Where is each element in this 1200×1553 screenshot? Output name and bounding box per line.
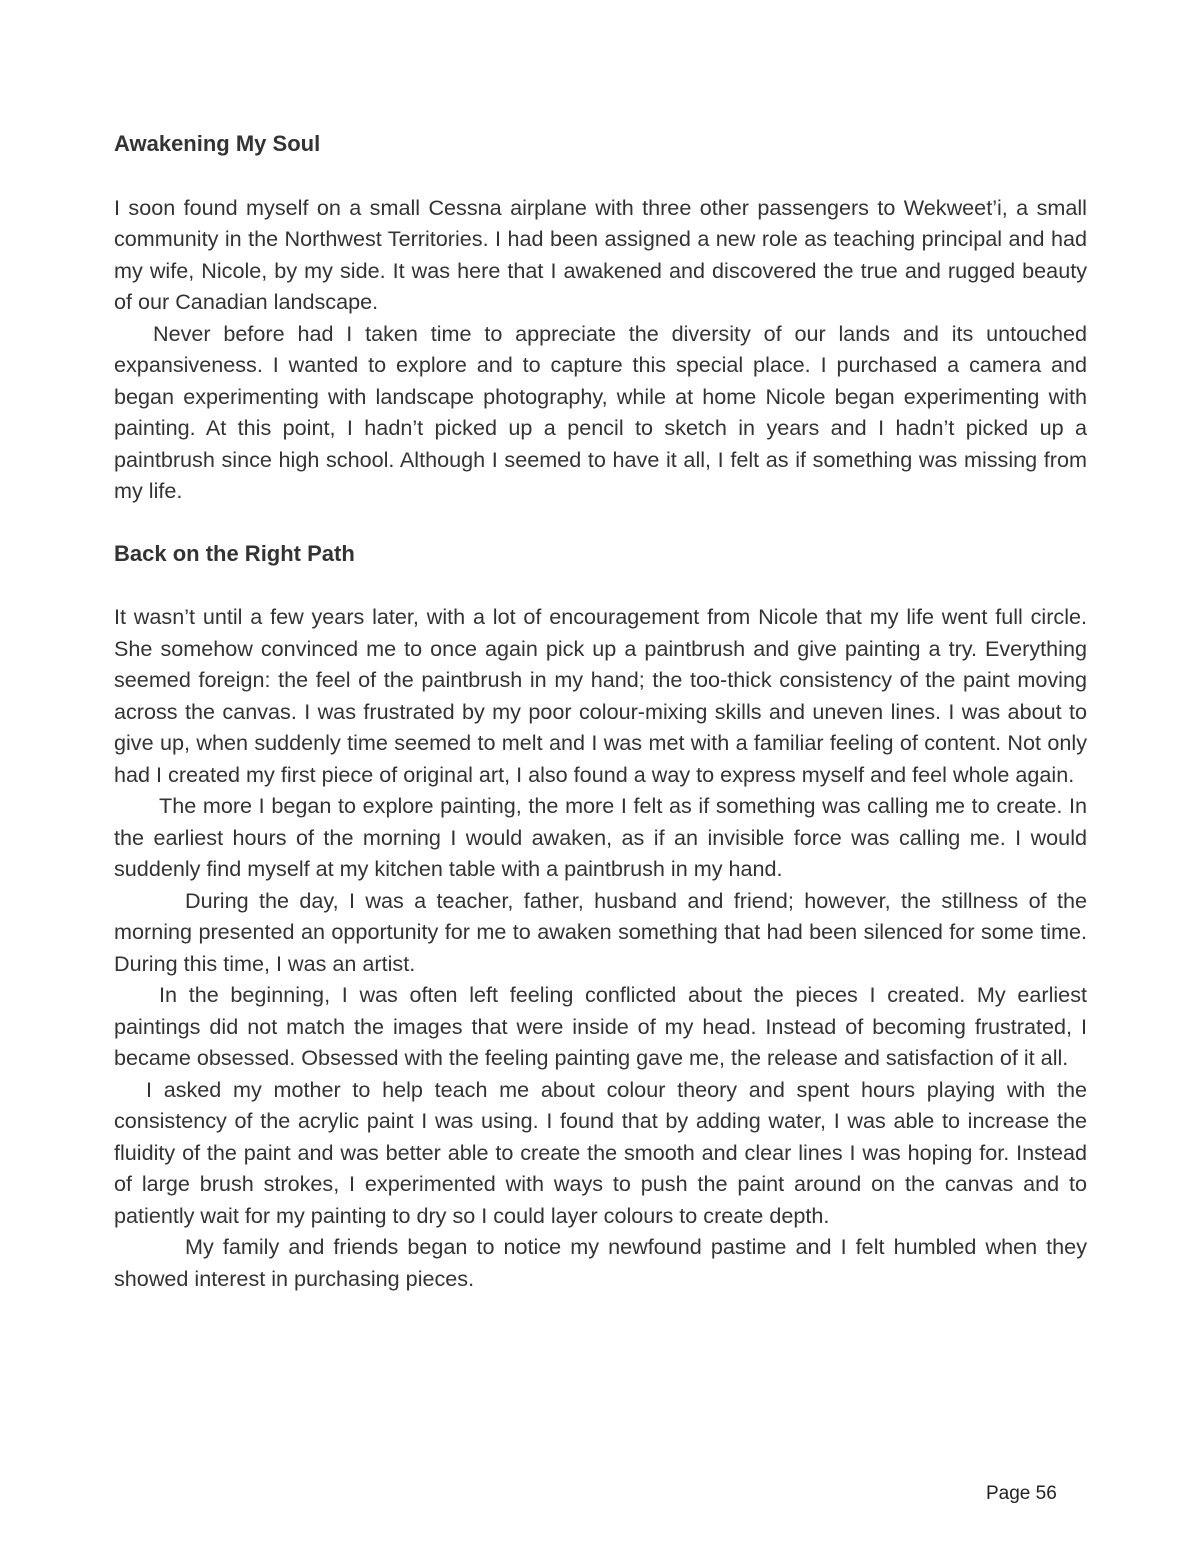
body-paragraph: My family and friends began to notice my newfound pastime and I felt humbled when they showed interest in purchasing pieces. (114, 1234, 1087, 1291)
body-paragraph: Never before had I taken time to appreciate the diversity of our lands and its untouched expansiveness. I wanted to explore and to capture this special place. I purchased a camera and began experimenting with landscape photography, while at home Nicole began experimenting with painting. At this point, I hadn’t picked up a pencil to sketch in years and I hadn’t picked up a paintbrush since high school. Although I seemed to have it all, I felt as if something was missing from my life. (114, 320, 1087, 503)
body-paragraph: I asked my mother to help teach me about colour theory and spent hours playing with the consistency of the acrylic paint I was using. I found that by adding water, I was able to increase the fluidity of the paint and was better able to create the smooth and clear lines I was hoping for. Instead of large brush strokes, I experimented with ways to push the paint around on the canvas and to patiently wait for my painting to dry so I could layer colours to create depth. (114, 1076, 1087, 1228)
page-body (114, 128, 1087, 1294)
body-paragraph: I soon found myself on a small Cessna airplane with three other passengers to Wekweet’i, a small community in the Northwest Territories. I had been assigned a new role as teaching principal and had my wife, Nicole, by my side. It was here that I awakened and discovered the true and rugged beauty of our Canadian landscape. (114, 194, 1087, 314)
page-number: Page 56 (986, 1483, 1057, 1504)
body-paragraph: It wasn’t until a few years later, with a lot of encouragement from Nicole that my life went full circle. She somehow convinced me to once again pick up a paintbrush and give painting a try. Everything seemed foreign: the feel of the paintbrush in my hand; the too-thick consistency of the paint moving across the canvas. I was frustrated by my poor colour-mixing skills and uneven lines. I was about to give up, when suddenly time seemed to melt and I was met with a familiar feeling of content. Not only had I created my first piece of original art, I also found a way to express myself and feel whole again. (114, 604, 1087, 787)
body-paragraph: In the beginning, I was often left feeling conflicted about the pieces I created. My earliest paintings did not match the images that were inside of my head. Instead of becoming frustrated, I became obsessed. Obsessed with the feeling painting gave me, the release and satisfaction of it all. (114, 982, 1087, 1070)
body-paragraph: During the day, I was a teacher, father, husband and friend; however, the stillness of the morning presented an opportunity for me to awaken something that had been silenced for some time. During this time, I was an artist. (114, 887, 1087, 976)
body-paragraph: The more I began to explore painting, the more I felt as if something was calling me to create. In the earliest hours of the morning I would awaken, as if an invisible force was calling me. I would suddenly find myself at my kitchen table with a paintbrush in my hand. (114, 793, 1087, 881)
section-heading: Back on the Right Path (114, 540, 355, 566)
section-awakening-my-soul (114, 128, 1087, 507)
section-heading: Awakening My Soul (114, 131, 321, 156)
section-back-on-the-right-path (114, 538, 1087, 1295)
